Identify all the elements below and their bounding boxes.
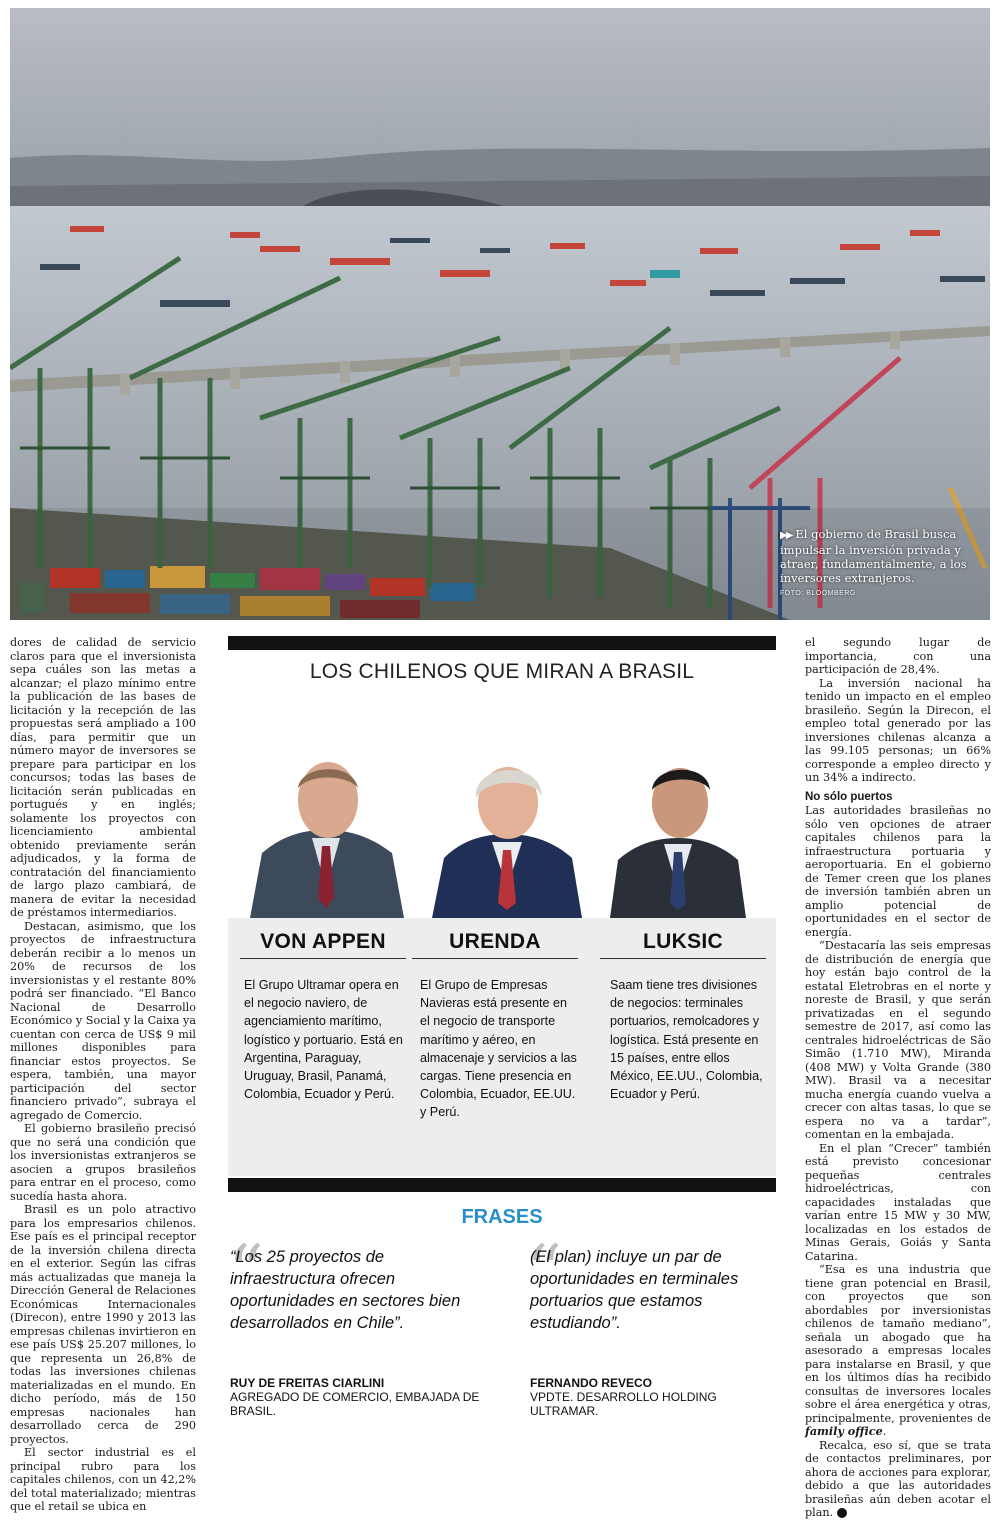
end-mark-icon: N	[837, 1508, 847, 1518]
right-paragraph: En el plan “Crecer” también está previsto concesionar pequeñas centrales hidroeléctricas, con capacidades instaladas que varían entre 15 MW y 30 MW, localizadas en los estados de Minas Gerais, Goiás y Santa Catarina.	[805, 1141, 991, 1263]
box-bottom-bar	[228, 1178, 776, 1192]
left-paragraph: El gobierno brasileño precisó que no será una condición que los inversionistas extranjeros se asocien a grupos brasileños para entrar en el proceso, como sucedía hasta ahora.	[10, 1122, 196, 1203]
caption-arrow-icon: ▶▶	[780, 530, 792, 541]
left-paragraph: El sector industrial es el principal rubro para los capitales chilenos, con un 42,2% del total materializado; mientras que el retail se ubica en	[10, 1446, 196, 1513]
portrait-von-appen	[242, 758, 410, 918]
quote-mark-icon: “	[228, 1230, 264, 1312]
profile-name: URENDA	[412, 930, 578, 959]
portrait-urenda	[432, 758, 582, 918]
profile-name: LUKSIC	[600, 930, 766, 959]
quote-text: “Los 25 proyectos de infraestructura ofrecen oportunidades en sectores bien desarrollados en Chile”.	[230, 1248, 461, 1332]
right-paragraph: La inversión nacional ha tenido un impacto en el empleo brasileño. Según la Direcon, el empleo total generado por las inversiones chilenas alcanza a las 99.105 personas; un 66% corresponde a empleo directo y un 34% a indirecto.	[805, 676, 991, 784]
box-title: LOS CHILENOS QUE MIRAN A BRASIL	[309, 660, 695, 683]
right-paragraph: “Destacaría las seis empresas de distribución de energía que hoy están bajo control de la estatal Eletrobras en el norte y noreste de Brasil, y que serán privatizadas en el segundo semestre de 2017, así como las centrales hidroeléctricas de São Simão (1.710 MW), Miranda (408 MW) y Volta Grande (380 MW). Brasil va a necesitar mucha energía cuando vuelva a crecer con altas tasas, lo que se espera no va a tardar”, comentan en la embajada.	[805, 939, 991, 1141]
quote-author	[230, 1376, 480, 1418]
quote-author-name: RUY DE FREITAS CIARLINI	[230, 1376, 385, 1390]
portrait-luksic	[610, 758, 746, 918]
profile-description: El Grupo de Empresas Navieras está presente en el negocio de transporte marítimo y aéreo, en almacenaje y servicios a las cargas. Tiene presencia en Colombia, Ecuador, EE.UU. y Perú.	[420, 978, 577, 1120]
quote-text: (El plan) incluye un par de oportunidades en terminales portuarios que estamos estudiando”.	[530, 1248, 739, 1332]
paragraph-text: “Esa es una industria que tiene gran potencial en Brasil, con proyectos que son abordables por inversionistas chilenos de tamaño mediano”, señala un abogado que ha asesorado a empresas locales para instalarse en Brasil, y que en los últimos días ha recibido consultas de inversores locales sobre el área energética y otras, principalmente, provenientes de	[805, 1263, 991, 1425]
profile-description: Saam tiene tres divisiones de negocios: terminales portuarios, remolcadores y logística. Está presente en 15 países, entre ellos México, EE.UU., Colombia, Ecuador y Perú.	[610, 978, 763, 1102]
caption-text: El gobierno de Brasil busca impulsar la inversión privada y atraer, fundamentalmente, a los inversores extranjeros.	[780, 527, 967, 585]
right-paragraph: Las autoridades brasileñas no sólo ven opciones de atraer capitales chilenos para la infraestructura portuaria y aeroportuaria. En el gobierno de Temer creen que los planes de inversión también abren un amplio potencial de oportunidades en el sector de energía.	[805, 804, 991, 939]
paragraph-emphasis: family office	[805, 1424, 883, 1438]
left-paragraph: dores de calidad de servicio claros para que el inversionista sepa cuáles son las metas a alcanzar; el plazo mínimo entre la publicación de las bases de licitación y la recepción de las propuestas será ampliado a 100 días, para permitir que un número mayor de inversores se prepare para participar en los concursos; todas las bases de licitación serán publicadas en portugués y en inglés; solamente los proyectos con licenciamiento ambiental obtenido previamente serán adjudicados, y la forma de contratación del financiamiento de largo plazo cambiará, de manera de evitar la necesidad de préstamos intermediarios.	[10, 636, 196, 919]
quote-author-name: FERNANDO REVECO	[530, 1376, 653, 1390]
right-paragraph: el segundo lugar de importancia, con una participación de 28,4%.	[805, 636, 991, 676]
quote-author-role: AGREGADO DE COMERCIO, EMBAJADA DE BRASIL.	[230, 1390, 480, 1418]
left-paragraph: Brasil es un polo atractivo para los empresarios chilenos. Ese país es el principal receptor de la inversión chilena directa en el exterior. Según las cifras más actualizadas que maneja la Dirección General de Relaciones Económicas Internacionales (Direcon), entre 1990 y 2013 las empresas chilenas invirtieron en ese país US$ 25.207 millones, lo que representa un 26,8% de todas las inversiones chilenas materializadas en el mundo. En dicho período, más de 150 empresas nacionales han desarrollado cerca de 290 proyectos.	[10, 1203, 196, 1446]
profile-name: VON APPEN	[240, 930, 406, 959]
frases-title: FRASES	[461, 1206, 543, 1228]
left-column	[10, 636, 196, 1514]
profile-description: El Grupo Ultramar opera en el negocio naviero, de agenciamiento marítimo, logístico y portuario. Está en Argentina, Paraguay, Uruguay, Brasil, Panamá, Colombia, Ecuador y Perú.	[244, 978, 403, 1102]
right-paragraph	[805, 1263, 991, 1439]
box-top-bar	[228, 636, 776, 650]
paragraph-text: Recalca, eso sí, que se trata de contactos preliminares, por ahora de acciones para explorar, debido a que las autoridades brasileñas aún deben acotar el plan.	[805, 1438, 991, 1519]
left-paragraph: Destacan, asimismo, que los proyectos de infraestructura deberán recibir a lo menos un 20% de recursos de los inversionistas y el restante 80% podrá ser financiado. “El Banco Nacional de Desarrollo Económico y Social y la Caixa ya cuentan con cerca de US$ 9 mil millones disponibles para financiar estos proyectos. Se espera, también, una mayor participación del sector financiero privado”, subraya el agregado de Comercio.	[10, 919, 196, 1122]
photo-caption	[780, 527, 980, 601]
right-column	[805, 636, 991, 1520]
photo-credit: FOTO: BLOOMBERG	[780, 590, 856, 597]
right-paragraph	[805, 1439, 991, 1520]
quote-author-role: VPDTE. DESARROLLO HOLDING ULTRAMAR.	[530, 1390, 717, 1418]
subheading: No sólo puertos	[805, 790, 893, 803]
quote-mark-icon: “	[526, 1230, 562, 1312]
paragraph-text: .	[882, 1425, 887, 1438]
quote-author	[530, 1376, 780, 1418]
